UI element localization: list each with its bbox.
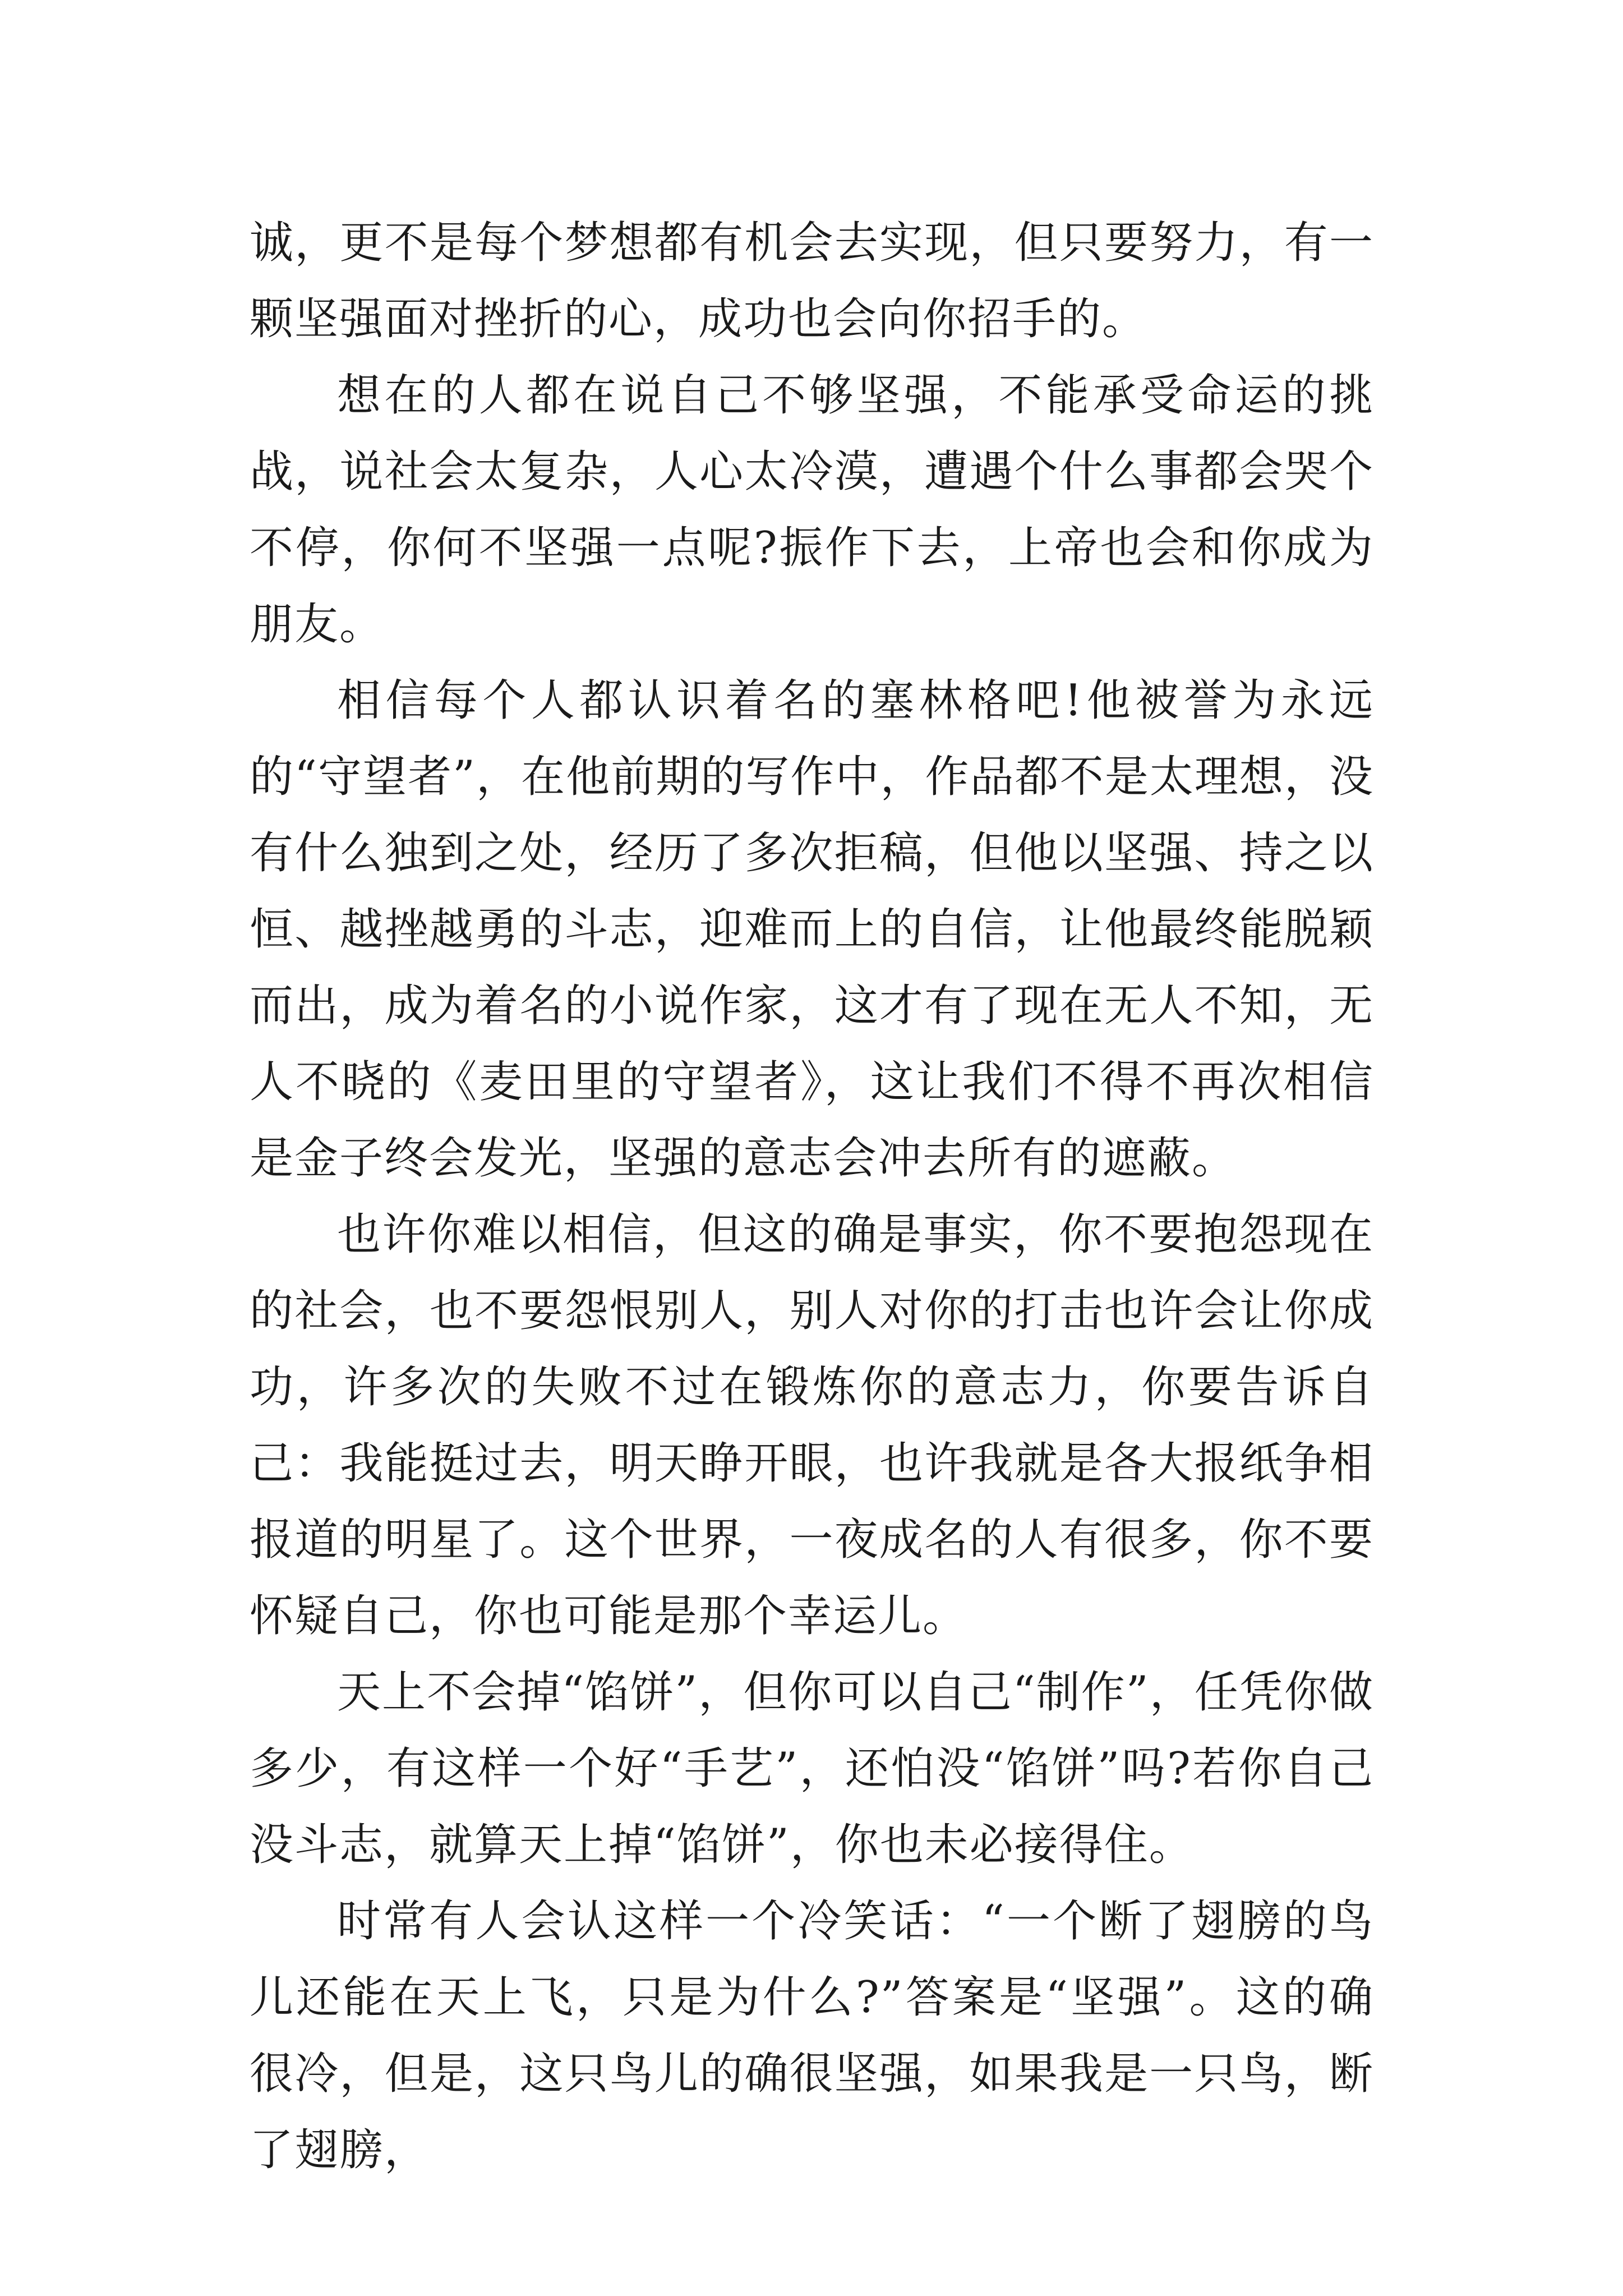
paragraph-3: 相信每个人都认识着名的塞林格吧!他被誉为永远的“守望者”，在他前期的写作中，作品都不是太理想，没有什么独到之处，经历了多次拒稿，但他以坚强、持之以恒、越挫越勇的斗志，迎难而上的自信，让他最终能脱颖而出，成为着名的小说作家，这才有了现在无人不知，无人不晓的《麦田里的守望者》，这让我们不得不再次相信是金子终会发光，坚强的意志会冲去所有的遮蔽。	[250, 675, 1374, 1184]
paragraph-6: 时常有人会认这样一个冷笑话：“一个断了翅膀的鸟儿还能在天上飞，只是为什么?”答案是“坚强”。这的确很冷，但是，这只鸟儿的确很坚强，如果我是一只鸟，断了翅膀，	[250, 1896, 1374, 2175]
paragraph-2: 想在的人都在说自己不够坚强，不能承受命运的挑战，说社会太复杂，人心太冷漠，遭遇个什么事都会哭个不停，你何不坚强一点呢?振作下去，上帝也会和你成为朋友。	[250, 370, 1374, 650]
paragraph-1: 诚，更不是每个梦想都有机会去实现，但只要努力，有一颗坚强面对挫折的心，成功也会向你招手的。	[250, 218, 1374, 344]
paragraph-5: 天上不会掉“馅饼”，但你可以自己“制作”，任凭你做多少，有这样一个好“手艺”，还怕没“馅饼”吗?若你自己没斗志，就算天上掉“馅饼”，你也未必接得住。	[250, 1667, 1374, 1870]
document-body	[250, 205, 1374, 2188]
paragraph-4: 也许你难以相信，但这的确是事实，你不要抱怨现在的社会，也不要怨恨别人，别人对你的打击也许会让你成功，许多次的失败不过在锻炼你的意志力，你要告诉自己：我能挺过去，明天睁开眼，也许我就是各大报纸争相报道的明星了。这个世界，一夜成名的人有很多，你不要怀疑自己，你也可能是那个幸运儿。	[250, 1209, 1374, 1641]
